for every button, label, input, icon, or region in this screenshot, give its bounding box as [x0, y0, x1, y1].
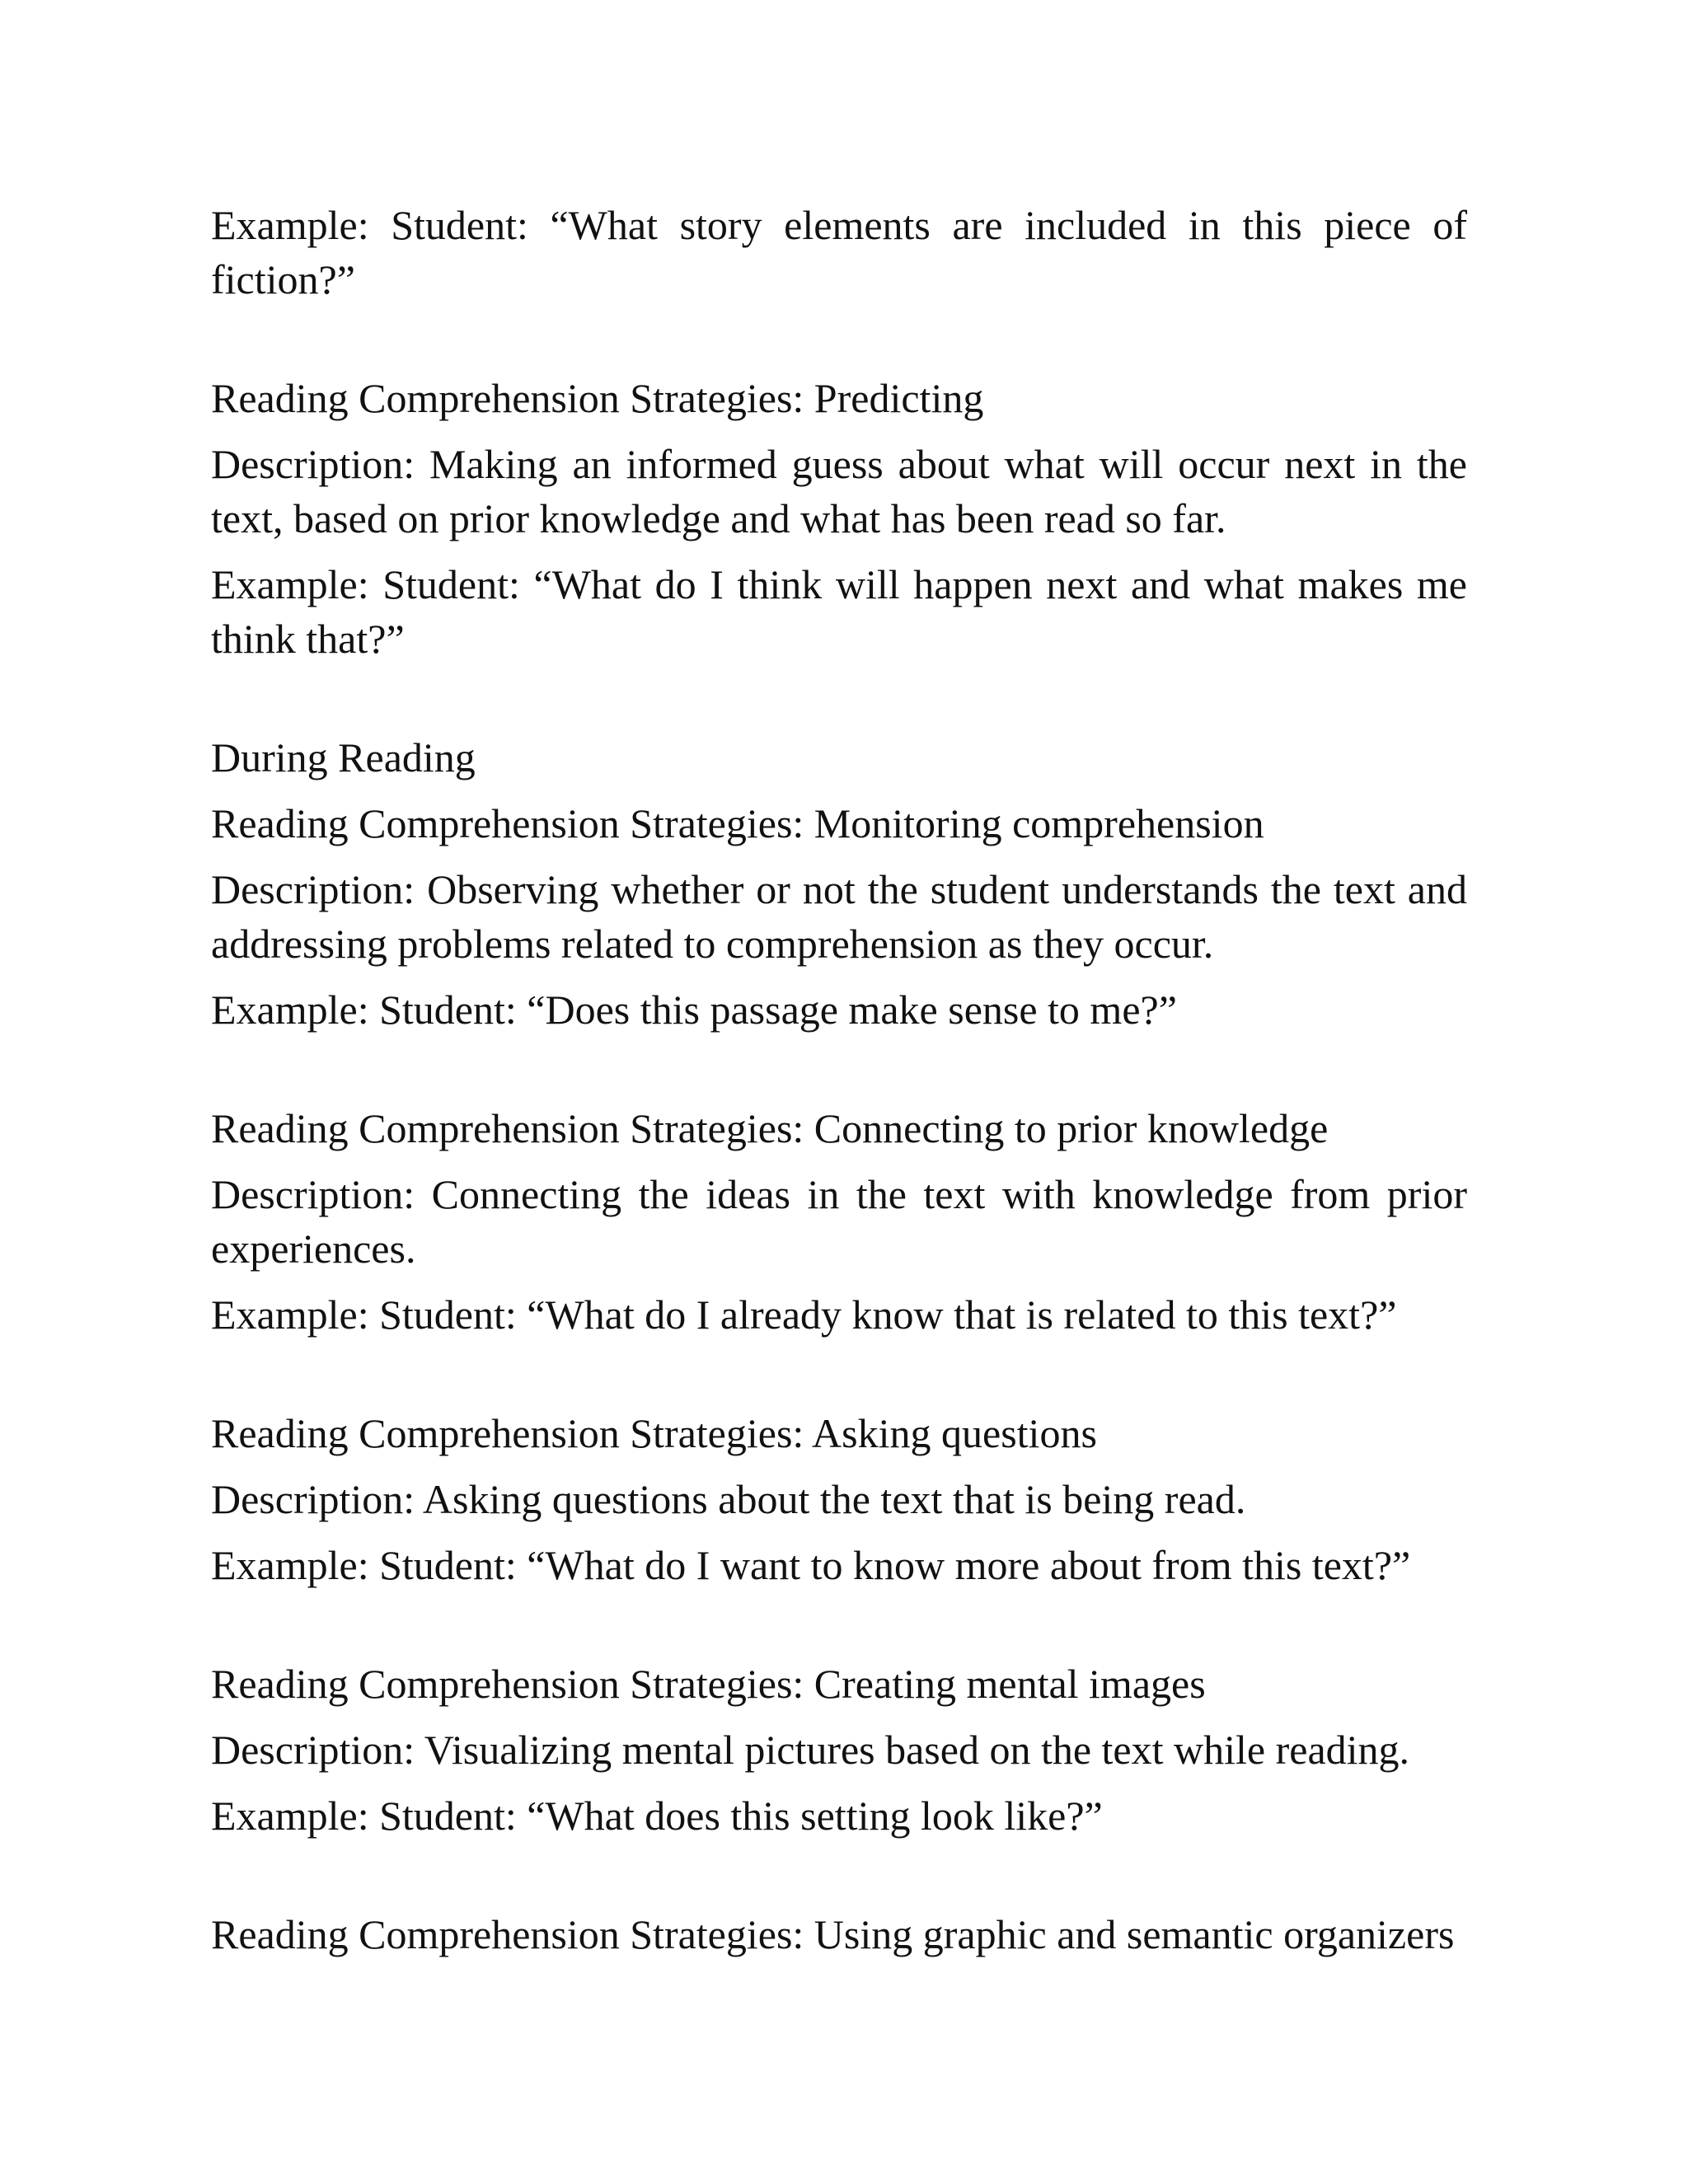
- example-story-elements: Example: Student: “What story elements are included in this piece of fiction?”: [211, 202, 1467, 302]
- page-body: [211, 198, 1467, 1961]
- description-monitoring: Description: Observing whether or not the student understands the text and addressing problems related to comprehension as they occur.: [211, 866, 1467, 967]
- description-asking-questions: Description: Asking questions about the text that is being read.: [211, 1476, 1246, 1522]
- strategy-prior-knowledge: Reading Comprehension Strategies: Connecting to prior knowledge: [211, 1105, 1329, 1151]
- example-mental-images: Example: Student: “What does this setting look like?”: [211, 1793, 1103, 1839]
- example-asking-questions: Example: Student: “What do I want to know more about from this text?”: [211, 1542, 1411, 1588]
- strategy-mental-images: Reading Comprehension Strategies: Creating mental images: [211, 1661, 1206, 1707]
- description-mental-images: Description: Visualizing mental pictures based on the text while reading.: [211, 1727, 1410, 1773]
- section-during-reading: During Reading: [211, 734, 476, 780]
- description-prior-knowledge: Description: Connecting the ideas in the text with knowledge from prior experiences.: [211, 1171, 1467, 1272]
- description-predicting: Description: Making an informed guess about what will occur next in the text, based on prior knowledge and what has been read so far.: [211, 441, 1467, 541]
- strategy-asking-questions: Reading Comprehension Strategies: Asking questions: [211, 1410, 1097, 1456]
- strategy-organizers: Reading Comprehension Strategies: Using graphic and semantic organizers: [211, 1911, 1455, 1957]
- strategy-monitoring: Reading Comprehension Strategies: Monitoring comprehension: [211, 800, 1264, 846]
- example-monitoring: Example: Student: “Does this passage make sense to me?”: [211, 987, 1177, 1033]
- strategy-predicting: Reading Comprehension Strategies: Predicting: [211, 375, 984, 421]
- example-predicting: Example: Student: “What do I think will happen next and what makes me think that?”: [211, 561, 1467, 662]
- example-prior-knowledge: Example: Student: “What do I already know that is related to this text?”: [211, 1291, 1397, 1338]
